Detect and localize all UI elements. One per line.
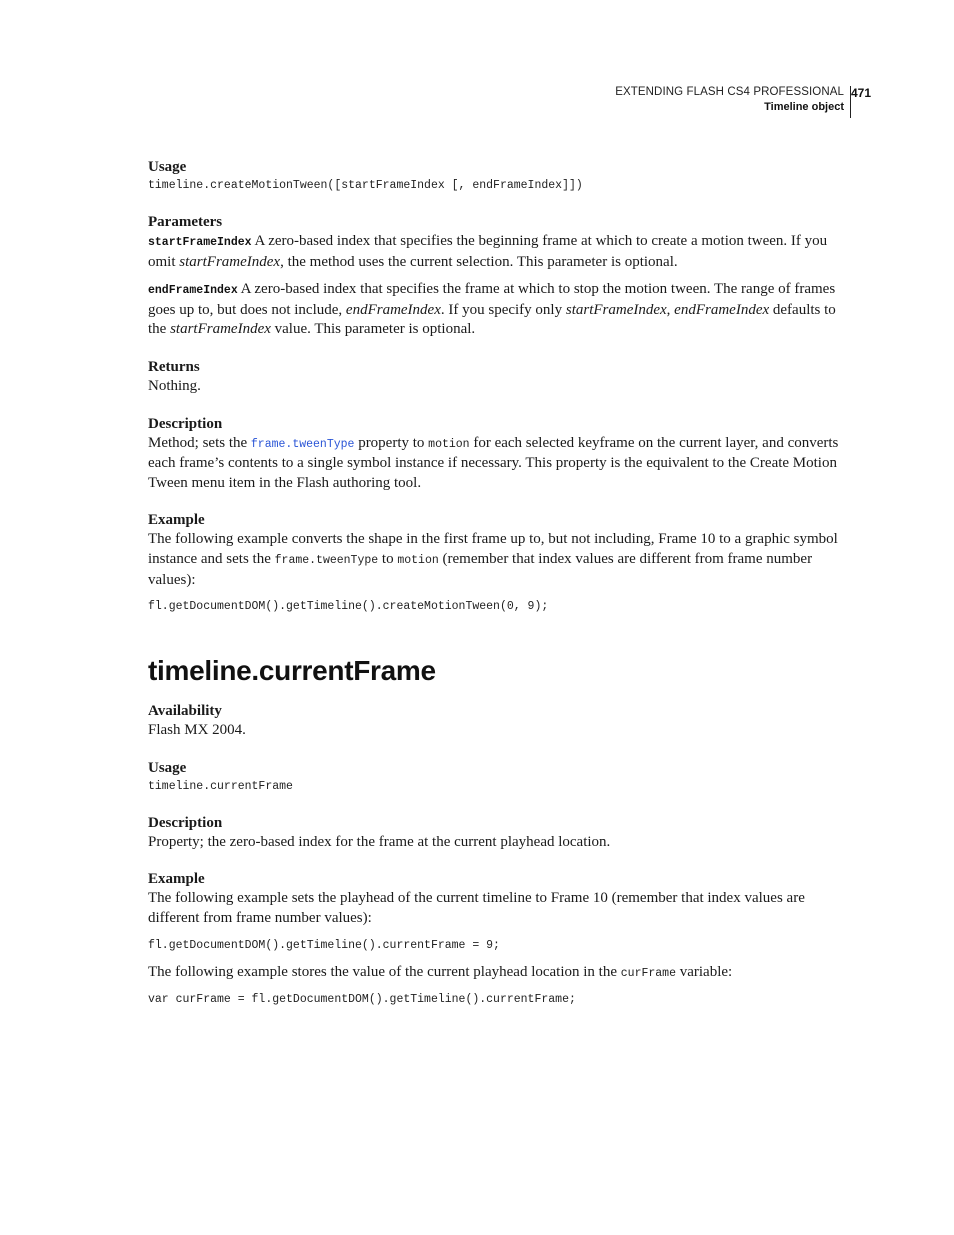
- example-text: [148, 963, 848, 984]
- usage-code: timeline.createMotionTween([startFrameIndex [, endFrameIndex]]): [148, 179, 583, 192]
- page-content: [148, 157, 848, 1009]
- running-header: [615, 86, 844, 113]
- description-heading: Description: [148, 415, 223, 432]
- param-text: defaults to the: [148, 301, 836, 338]
- inline-code: frame.tweenType: [274, 553, 379, 567]
- example-text-part: The following example converts the shape in the first frame up to, but not including, Frame 10 to a graphic symbol instance and sets the: [148, 531, 838, 567]
- example-heading: Example: [148, 871, 205, 888]
- inline-code: curFrame: [620, 966, 676, 980]
- usage-code: timeline.currentFrame: [148, 779, 293, 793]
- param-text: , the method uses the current selection. This parameter is optional.: [280, 253, 678, 270]
- usage-heading: Usage: [148, 759, 187, 776]
- param-italic: startFrameIndex: [179, 253, 281, 270]
- example-code: var curFrame = fl.getDocumentDOM().getTimeline().currentFrame;: [148, 993, 576, 1007]
- desc-text: Method; sets the: [148, 434, 251, 451]
- param-italic: startFrameIndex: [170, 321, 271, 338]
- param-italic: endFrameIndex: [674, 301, 770, 318]
- frame-tweentype-link[interactable]: frame.tweenType: [250, 437, 355, 451]
- param-italic: endFrameIndex: [345, 301, 441, 318]
- example-text-part: The following example stores the value of the current playhead location in the: [148, 963, 621, 980]
- section-title: Timeline object: [764, 101, 844, 113]
- inline-code: motion: [428, 437, 470, 451]
- parameters-heading: Parameters: [148, 214, 223, 230]
- param-start-frame-index: [148, 232, 848, 272]
- returns-heading: Returns: [148, 358, 200, 375]
- example-text: The following example sets the playhead of the current timeline to Frame 10 (remember that index values are different from frame number values):: [148, 890, 805, 926]
- example-text: [148, 530, 848, 590]
- param-name: endFrameIndex: [148, 284, 238, 298]
- param-text: value. This parameter is optional.: [270, 321, 476, 338]
- param-end-frame-index: [148, 280, 848, 340]
- param-italic: startFrameIndex: [565, 301, 667, 318]
- returns-text: Nothing.: [148, 377, 201, 394]
- page-number: 471: [851, 86, 872, 100]
- availability-text: Flash MX 2004.: [148, 722, 246, 739]
- example-heading: Example: [148, 512, 205, 529]
- example-code: fl.getDocumentDOM().getTimeline().currentFrame = 9;: [148, 938, 500, 952]
- example-text-part: (remember that index values are different from frame number values):: [148, 550, 813, 588]
- book-title: EXTENDING FLASH CS4 PROFESSIONAL: [615, 86, 844, 98]
- param-text: A zero-based index that specifies the frame at which to stop the motion tween. The range of frames goes up to, but does not include,: [148, 281, 836, 318]
- section-title-currentframe: timeline.currentFrame: [148, 655, 436, 687]
- inline-code: motion: [397, 553, 439, 567]
- example-text-part: to: [378, 550, 398, 567]
- param-text: A zero-based index that specifies the beginning frame at which to create a motion tween. If you omit: [148, 233, 828, 270]
- param-text: ,: [666, 301, 675, 318]
- desc-text: property to: [354, 434, 429, 451]
- example-text-part: variable:: [675, 963, 733, 980]
- availability-heading: Availability: [148, 703, 222, 720]
- param-text: . If you specify only: [440, 301, 566, 318]
- description-text: [148, 434, 848, 494]
- description-heading: Description: [148, 814, 223, 831]
- example-code: fl.getDocumentDOM().getTimeline().createMotionTween(0, 9);: [148, 600, 549, 614]
- param-name: startFrameIndex: [148, 236, 252, 249]
- desc-text: for each selected keyframe on the current layer, and converts each frame’s contents to a single symbol instance if necessary. This property is the equivalent to the Create Motion Tween menu item in the Flash authoring tool.: [148, 434, 839, 491]
- description-text: Property; the zero-based index for the frame at the current playhead location.: [148, 833, 611, 850]
- usage-heading: Usage: [148, 159, 187, 175]
